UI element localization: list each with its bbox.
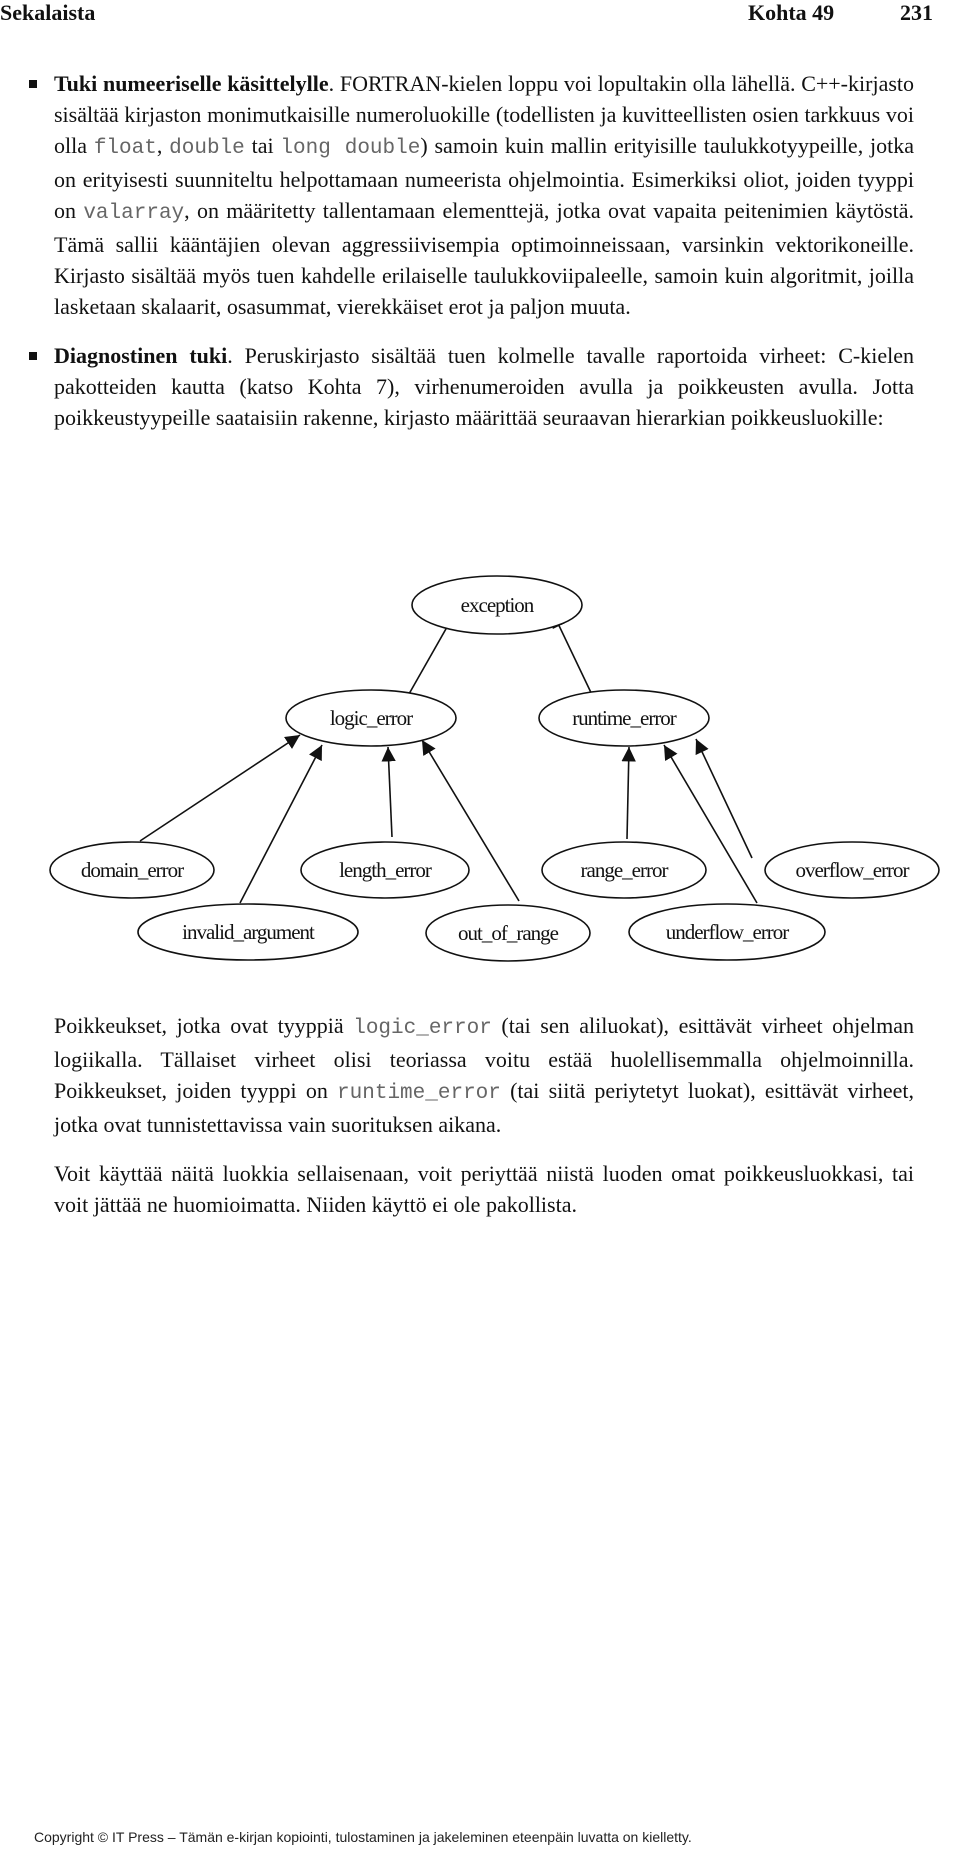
bullet-text: . Peruskirjasto sisältää tuen kolmelle tavalle raportoida virheet: C-kielen pakotteiden kautta (katso Kohta 7), virhenumeroiden avulla ja poikkeusten avulla. Jotta poikkeustyypeille saataisiin rakenne, kirjasto määrittää seuraavan hierarkian poikkeusluokille: xyxy=(54,343,914,430)
bullet-text: ) samoin kuin mallin erityisille taulukkotyypeille, jotka on erityisesti suunniteltu helpottamaan numeerista ohjelmointia. Esimerkiksi oliot, joiden tyyppi on xyxy=(54,133,915,223)
bullet-diagnostic-support xyxy=(54,340,914,433)
node-range-error: range_error xyxy=(580,858,668,882)
code-runtime-error: runtime_error xyxy=(337,1082,501,1105)
section-title: Sekalaista xyxy=(0,0,96,25)
bullet-text: , xyxy=(156,133,170,158)
edge-runtime-to-exception xyxy=(553,613,595,701)
node-out-of-range: out_of_range xyxy=(458,921,558,945)
node-overflow-error: overflow_error xyxy=(795,858,909,882)
copyright-footer: Copyright © IT Press – Tämän e-kirjan kopiointi, tulostaminen ja jakeleminen eteenpäin luvatta on kielletty. xyxy=(34,1829,692,1845)
bullet-text: . FORTRAN-kielen loppu voi lopultakin olla lähellä. C++-kirjasto sisältää kirjaston monimutkaisille numeroluokille (todellisten ja kuvitteellisten osien tarkkuus voi olla xyxy=(54,71,915,158)
paragraph-text: (tai sen aliluokat), esittävät virheet ohjelman logiikalla. Tällaiset virheet olisi teoriassa voitu estää huolellisemmalla ohjelmoinnilla. Poikkeukset, joiden tyyppi on xyxy=(54,1013,915,1103)
code-valarray: valarray xyxy=(83,202,185,225)
paragraph-error-types xyxy=(54,1010,914,1140)
code-float: float xyxy=(93,137,157,160)
bullet-numeric-support xyxy=(54,68,914,322)
chapter-label: Kohta 49 xyxy=(748,0,835,25)
edge-range-to-runtime xyxy=(627,747,629,839)
body-text xyxy=(54,1010,914,1238)
code-long-double: long double xyxy=(280,137,421,160)
paragraph-text: Poikkeukset, jotka ovat tyyppiä xyxy=(54,1013,354,1038)
bullet-text: tai xyxy=(244,133,281,158)
paragraph-usage: Voit käyttää näitä luokkia sellaisenaan, voit periyttää niistä luoden omat poikkeusluokkasi, tai voit jättää ne huomioimatta. Niiden käyttö ei ole pakollista. xyxy=(54,1161,914,1217)
main-content xyxy=(54,68,914,451)
paragraph-text: (tai siitä periytetyt luokat), esittävät virheet, jotka ovat tunnistettavissa vain suorituksen aikana. xyxy=(54,1078,915,1137)
bullet-text: , on määritetty tallentamaan elementtejä, jotka ovat vapaita peitenimien käytöstä. Tämä sallii kääntäjien olevan aggressiivisempia optimoinneissaan, varsinkin vektorikoneille. Kirjasto sisältää myös tuen kahdelle erilaiselle taulukkoviipaleelle, samoin kuin algoritmit, joilla lasketaan skalaarit, osasummat, vierekkäiset erot ja paljon muuta. xyxy=(54,198,915,319)
bullet-title: Diagnostinen tuki xyxy=(54,343,228,368)
edge-length-to-logic xyxy=(388,747,392,837)
node-length-error: length_error xyxy=(339,858,431,882)
node-exception: exception xyxy=(460,593,534,617)
bullet-square-icon xyxy=(29,80,37,88)
exception-hierarchy-diagram xyxy=(0,555,960,995)
node-logic-error: logic_error xyxy=(329,706,413,730)
bullet-square-icon xyxy=(29,352,37,360)
node-domain-error: domain_error xyxy=(80,858,184,882)
code-double: double xyxy=(169,137,245,160)
page-number: 231 xyxy=(900,0,933,25)
node-runtime-error: runtime_error xyxy=(572,706,676,730)
page-header xyxy=(0,0,960,26)
edge-overflow-to-runtime xyxy=(696,739,752,858)
node-invalid-argument: invalid_argument xyxy=(182,920,314,944)
bullet-title: Tuki numeeriselle käsittelylle xyxy=(54,71,329,96)
edge-domain-to-logic xyxy=(140,735,300,841)
code-logic-error: logic_error xyxy=(353,1017,492,1040)
node-underflow-error: underflow_error xyxy=(665,920,789,944)
